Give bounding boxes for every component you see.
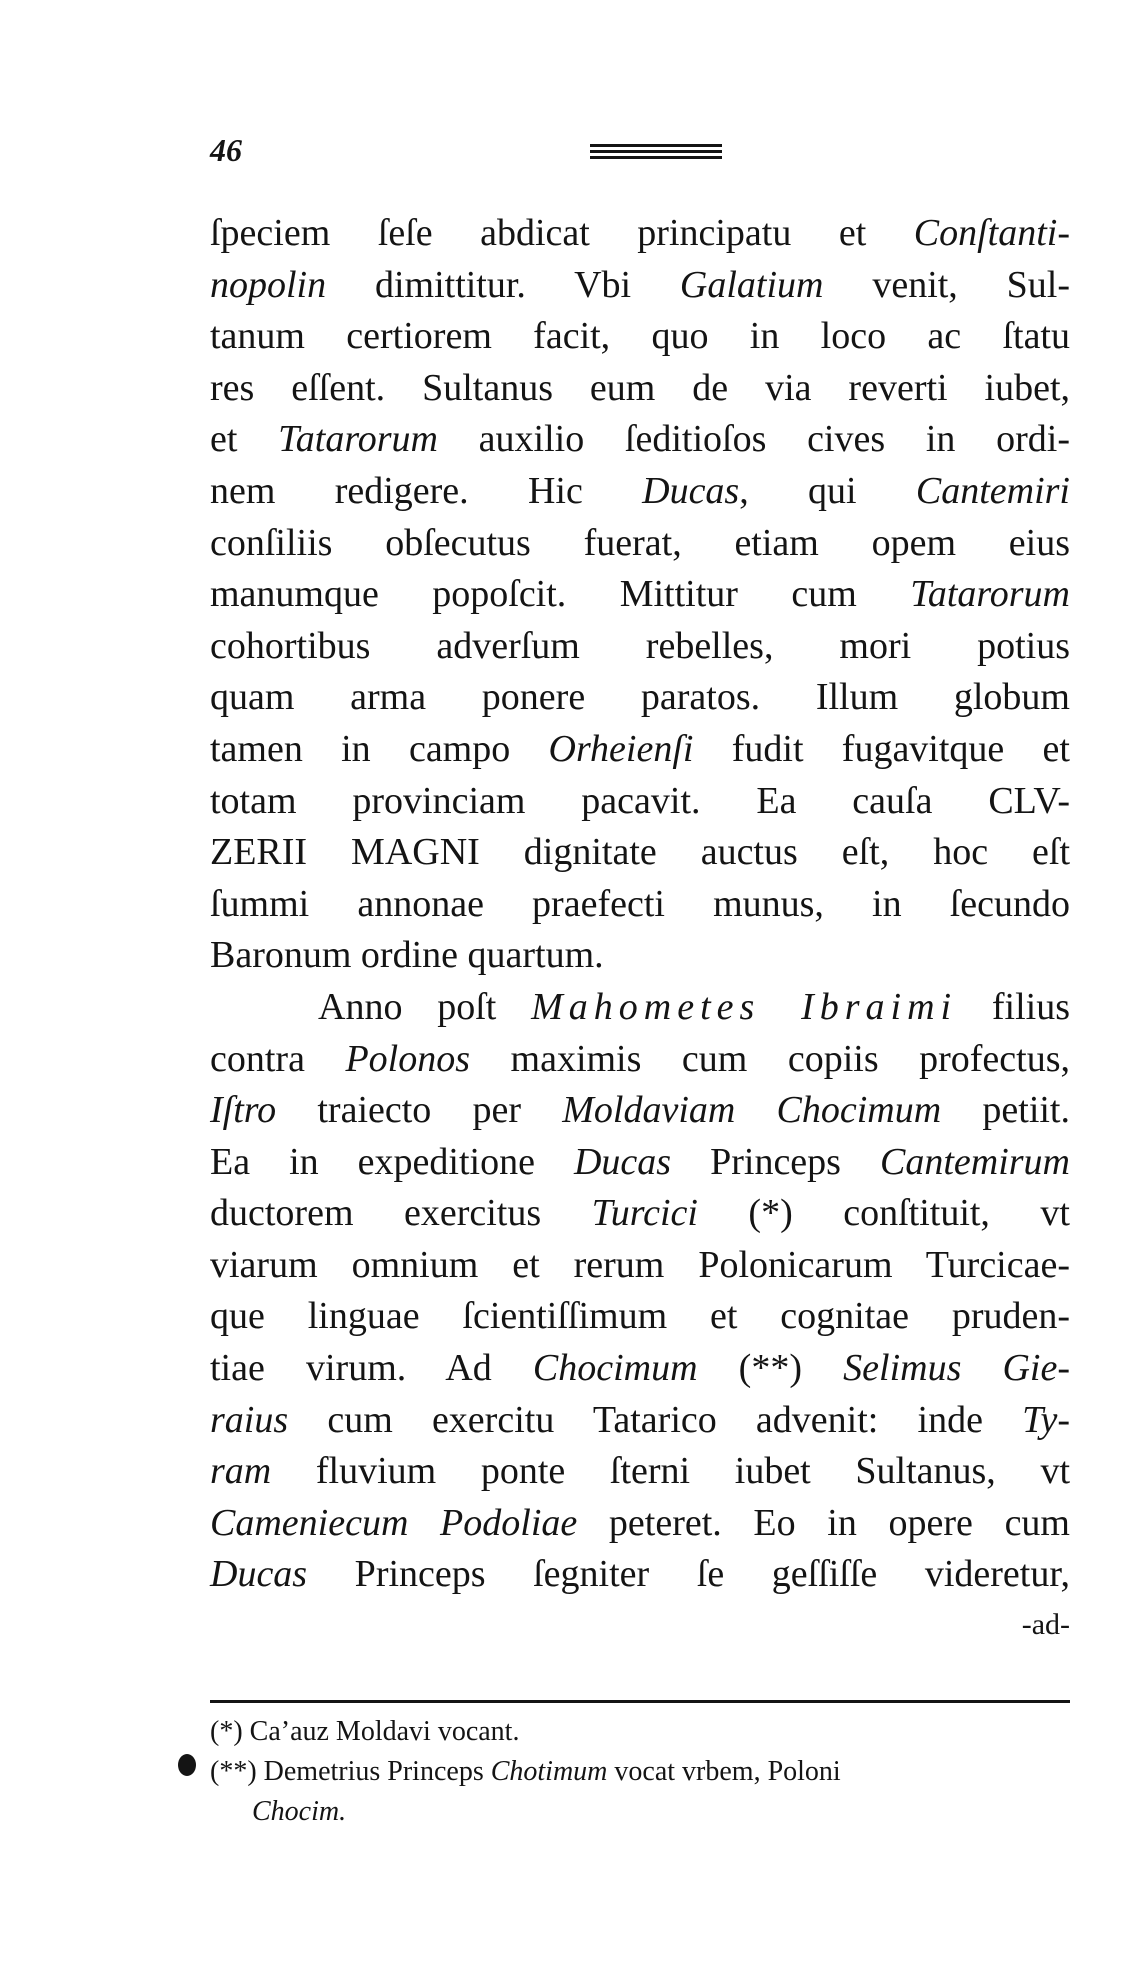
text-run: tanum certiorem facit, quo in loco ac ſtatu bbox=[210, 315, 1070, 358]
italic-run: Tatarorum bbox=[910, 573, 1070, 616]
text-line bbox=[210, 518, 1070, 570]
italic-run: nopolin bbox=[210, 263, 327, 306]
footnote-1 bbox=[210, 1712, 1070, 1752]
text-run: tamen in campo bbox=[210, 727, 549, 770]
text-run: ductorem exercitus bbox=[210, 1192, 592, 1235]
text-line bbox=[210, 724, 1070, 776]
text-line bbox=[210, 982, 1070, 1034]
ink-blot bbox=[178, 1754, 196, 1776]
footnote-2-prefix: (**) Demetrius Princeps bbox=[210, 1756, 491, 1787]
text-line bbox=[210, 1343, 1070, 1395]
italic-run: Iſtro bbox=[210, 1089, 277, 1132]
text-run: et bbox=[210, 418, 279, 461]
italic-run: Cameniecum Podoliae bbox=[210, 1501, 578, 1544]
text-run: fluvium ponte ſterni iubet Sultanus, vt bbox=[271, 1450, 1070, 1493]
italic-run: ram bbox=[210, 1450, 272, 1493]
text-line bbox=[210, 930, 1070, 982]
text-run: Princeps ſegniter ſe geſſiſſe videretur, bbox=[307, 1553, 1070, 1596]
text-line bbox=[210, 466, 1070, 518]
text-run: cum exercitu Tatarico advenit: inde bbox=[288, 1398, 1023, 1441]
footnote-2-cont-text: Chocim. bbox=[252, 1796, 347, 1827]
text-line bbox=[210, 879, 1070, 931]
italic-run: Tatarorum bbox=[278, 418, 438, 461]
footnotes bbox=[210, 1712, 1070, 1832]
text-run: , qui bbox=[739, 469, 916, 512]
italic-run: Selimus Gie- bbox=[843, 1347, 1071, 1390]
text-run: (*) conſtituit, vt bbox=[697, 1192, 1070, 1235]
text-line bbox=[210, 621, 1070, 673]
text-line bbox=[210, 1034, 1070, 1086]
text-run: ſpeciem ſeſe abdicat principatu et bbox=[210, 212, 914, 254]
page-number: 46 bbox=[210, 132, 242, 168]
text-run: que linguae ſcientiſſimum et cognitae pruden- bbox=[210, 1295, 1070, 1338]
italic-run: Turcici bbox=[591, 1192, 698, 1235]
italic-run: Ducas bbox=[573, 1140, 672, 1183]
text-run: Baronum ordine quartum. bbox=[210, 934, 604, 977]
text-line bbox=[210, 1188, 1070, 1240]
italic-run: Galatium bbox=[679, 263, 824, 306]
text-run: quam arma ponere paratos. Illum globum bbox=[210, 676, 1070, 719]
text-line bbox=[210, 311, 1070, 363]
text-run: venit, Sul- bbox=[823, 263, 1070, 306]
text-run: manumque popoſcit. Mittitur cum bbox=[210, 573, 911, 616]
italic-run: Ducas bbox=[210, 1553, 308, 1596]
text-line bbox=[210, 208, 1070, 260]
footnote-2-italic: Chotimum bbox=[490, 1756, 608, 1787]
text-line bbox=[210, 569, 1070, 621]
spaced-italic-run: Mahometes Ibraimi bbox=[531, 985, 958, 1028]
text-run: fudit fugavitque et bbox=[693, 727, 1070, 770]
text-run: tiae virum. Ad bbox=[210, 1347, 533, 1390]
text-line bbox=[210, 1240, 1070, 1292]
text-run: Anno poſt bbox=[318, 985, 532, 1028]
text-run: maximis cum copiis profectus, bbox=[470, 1037, 1070, 1080]
text-run: viarum omnium et rerum Polonicarum Turcicae- bbox=[210, 1243, 1070, 1286]
footnote-1-text: (*) Caʼauz Moldavi vocant. bbox=[210, 1716, 520, 1747]
footnote-2 bbox=[210, 1752, 1070, 1792]
text-run: traiecto per bbox=[276, 1089, 563, 1132]
text-line bbox=[210, 1291, 1070, 1343]
text-line bbox=[210, 260, 1070, 312]
text-line bbox=[210, 1446, 1070, 1498]
text-run: auxilio ſeditioſos cives in ordi- bbox=[437, 418, 1070, 461]
text-line bbox=[210, 1549, 1070, 1601]
text-run: peteret. Eo in opere cum bbox=[577, 1501, 1070, 1544]
italic-run: Chocimum bbox=[532, 1347, 698, 1390]
text-line bbox=[210, 1395, 1070, 1447]
catchword: -ad- bbox=[1021, 1608, 1070, 1642]
italic-run: Conſtanti- bbox=[913, 212, 1070, 254]
text-run: totam provinciam pacavit. Ea cauſa CLV- bbox=[210, 779, 1070, 822]
header-rule bbox=[590, 144, 722, 147]
text-run: ZERII MAGNI dignitate auctus eſt, hoc eſt bbox=[210, 831, 1070, 874]
footnote-2-continuation bbox=[210, 1792, 1070, 1832]
page-header bbox=[210, 130, 1070, 170]
italic-run: Orheienſi bbox=[548, 727, 694, 770]
italic-run: raius bbox=[210, 1398, 289, 1441]
italic-run: Cantemirum bbox=[879, 1140, 1070, 1183]
text-run: (**) bbox=[697, 1347, 844, 1390]
italic-run: Ducas bbox=[642, 469, 740, 512]
text-run: contra bbox=[210, 1037, 346, 1080]
text-line bbox=[210, 827, 1070, 879]
text-run: Princeps bbox=[671, 1140, 880, 1183]
text-line bbox=[210, 776, 1070, 828]
text-run: petiit. bbox=[941, 1089, 1070, 1132]
text-line bbox=[210, 363, 1070, 415]
text-run: Ea in expeditione bbox=[210, 1140, 574, 1183]
text-run: dimittitur. Vbi bbox=[326, 263, 680, 306]
text-run: conſiliis obſecutus fuerat, etiam opem eius bbox=[210, 521, 1070, 564]
italic-run: Ty- bbox=[1022, 1398, 1070, 1441]
text-line bbox=[210, 672, 1070, 724]
footnote-2-rest: vocat vrbem, Poloni bbox=[607, 1756, 841, 1787]
text-run: nem redigere. Hic bbox=[210, 469, 643, 512]
text-line bbox=[210, 1085, 1070, 1137]
italic-run: Polonos bbox=[345, 1037, 471, 1080]
text-line bbox=[210, 1137, 1070, 1189]
italic-run: Cantemiri bbox=[915, 469, 1070, 512]
text-run: cohortibus adverſum rebelles, mori potius bbox=[210, 624, 1070, 667]
main-text bbox=[210, 208, 1070, 1649]
text-run: filius bbox=[957, 985, 1070, 1028]
italic-run: Moldaviam Chocimum bbox=[562, 1089, 942, 1132]
text-run: ſummi annonae praefecti munus, in ſecundo bbox=[210, 882, 1070, 925]
footnote-rule bbox=[210, 1700, 1070, 1703]
text-line bbox=[210, 414, 1070, 466]
text-line bbox=[210, 1498, 1070, 1550]
text-run: res eſſent. Sultanus eum de via reverti iubet, bbox=[210, 366, 1070, 409]
